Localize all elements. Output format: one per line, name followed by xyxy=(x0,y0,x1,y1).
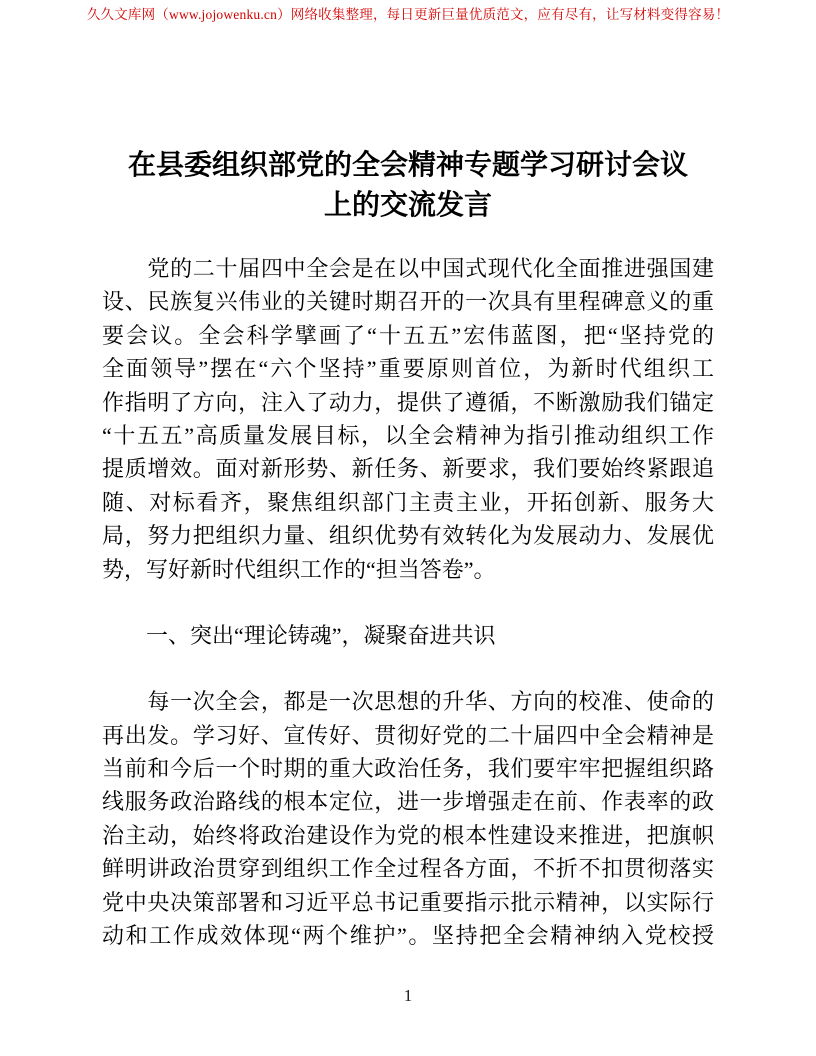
text-line: 治主动，始终将政治建设作为党的根本性建设来推进，把旗帜 xyxy=(102,822,714,848)
document-title-line-1: 在县委组织部党的全会精神专题学习研讨会议 xyxy=(127,150,688,181)
text-line: 全面领导”摆在“六个坚持”重要原则首位，为新时代组织工 xyxy=(102,356,714,382)
text-line: 动和工作成效体现“两个维护”。坚持把全会精神纳入党校授 xyxy=(102,923,714,949)
text-line: 提质增效。面对新形势、新任务、新要求，我们要始终紧跟追 xyxy=(102,456,714,482)
text-line: 要会议。全会科学擘画了“十五五”宏伟蓝图，把“坚持党的 xyxy=(102,322,714,348)
document-title-line-2: 上的交流发言 xyxy=(323,190,492,221)
text-line: 势，写好新时代组织工作的“担当答卷”。 xyxy=(102,556,496,582)
document-title xyxy=(102,146,714,226)
watermark-header-text: 久久文库网（www.jojowenku.cn）网络收集整理，每日更新巨量优质范文，应有尽有，让写材料变得容易！ xyxy=(86,7,730,22)
text-line: 每一次全会，都是一次思想的升华、方向的校准、使命的 xyxy=(102,689,714,715)
paragraph xyxy=(102,685,714,952)
text-line: 一、突出“理论铸魂”，凝聚奋进共识 xyxy=(102,622,496,648)
section-heading xyxy=(102,619,714,652)
text-line: 线服务政治路线的根本定位，进一步增强走在前、作表率的政 xyxy=(102,789,714,815)
text-line: 再出发。学习好、宣传好、贯彻好党的二十届四中全会精神是 xyxy=(102,722,714,748)
text-line: 设、民族复兴伟业的关键时期召开的一次具有里程碑意义的重 xyxy=(102,289,714,315)
text-line: “十五五”高质量发展目标，以全会精神为指引推动组织工作 xyxy=(102,422,714,448)
text-line: 作指明了方向，注入了动力，提供了遵循，不断激励我们锚定 xyxy=(102,389,714,415)
text-line: 局，努力把组织力量、组织优势有效转化为发展动力、发展优 xyxy=(102,523,714,549)
text-line: 当前和今后一个时期的重大政治任务，我们要牢牢把握组织路 xyxy=(102,756,714,782)
text-line: 鲜明讲政治贯穿到组织工作全过程各方面，不折不扣贯彻落实 xyxy=(102,856,714,882)
paragraph xyxy=(102,252,714,586)
text-line: 党中央决策部署和习近平总书记重要指示批示精神，以实际行 xyxy=(102,889,714,915)
text-line: 随、对标看齐，聚焦组织部门主责主业，开拓创新、服务大 xyxy=(102,489,714,515)
document-body xyxy=(102,252,714,952)
text-line: 党的二十届四中全会是在以中国式现代化全面推进强国建 xyxy=(102,256,714,281)
page-number: 1 xyxy=(403,986,413,1005)
